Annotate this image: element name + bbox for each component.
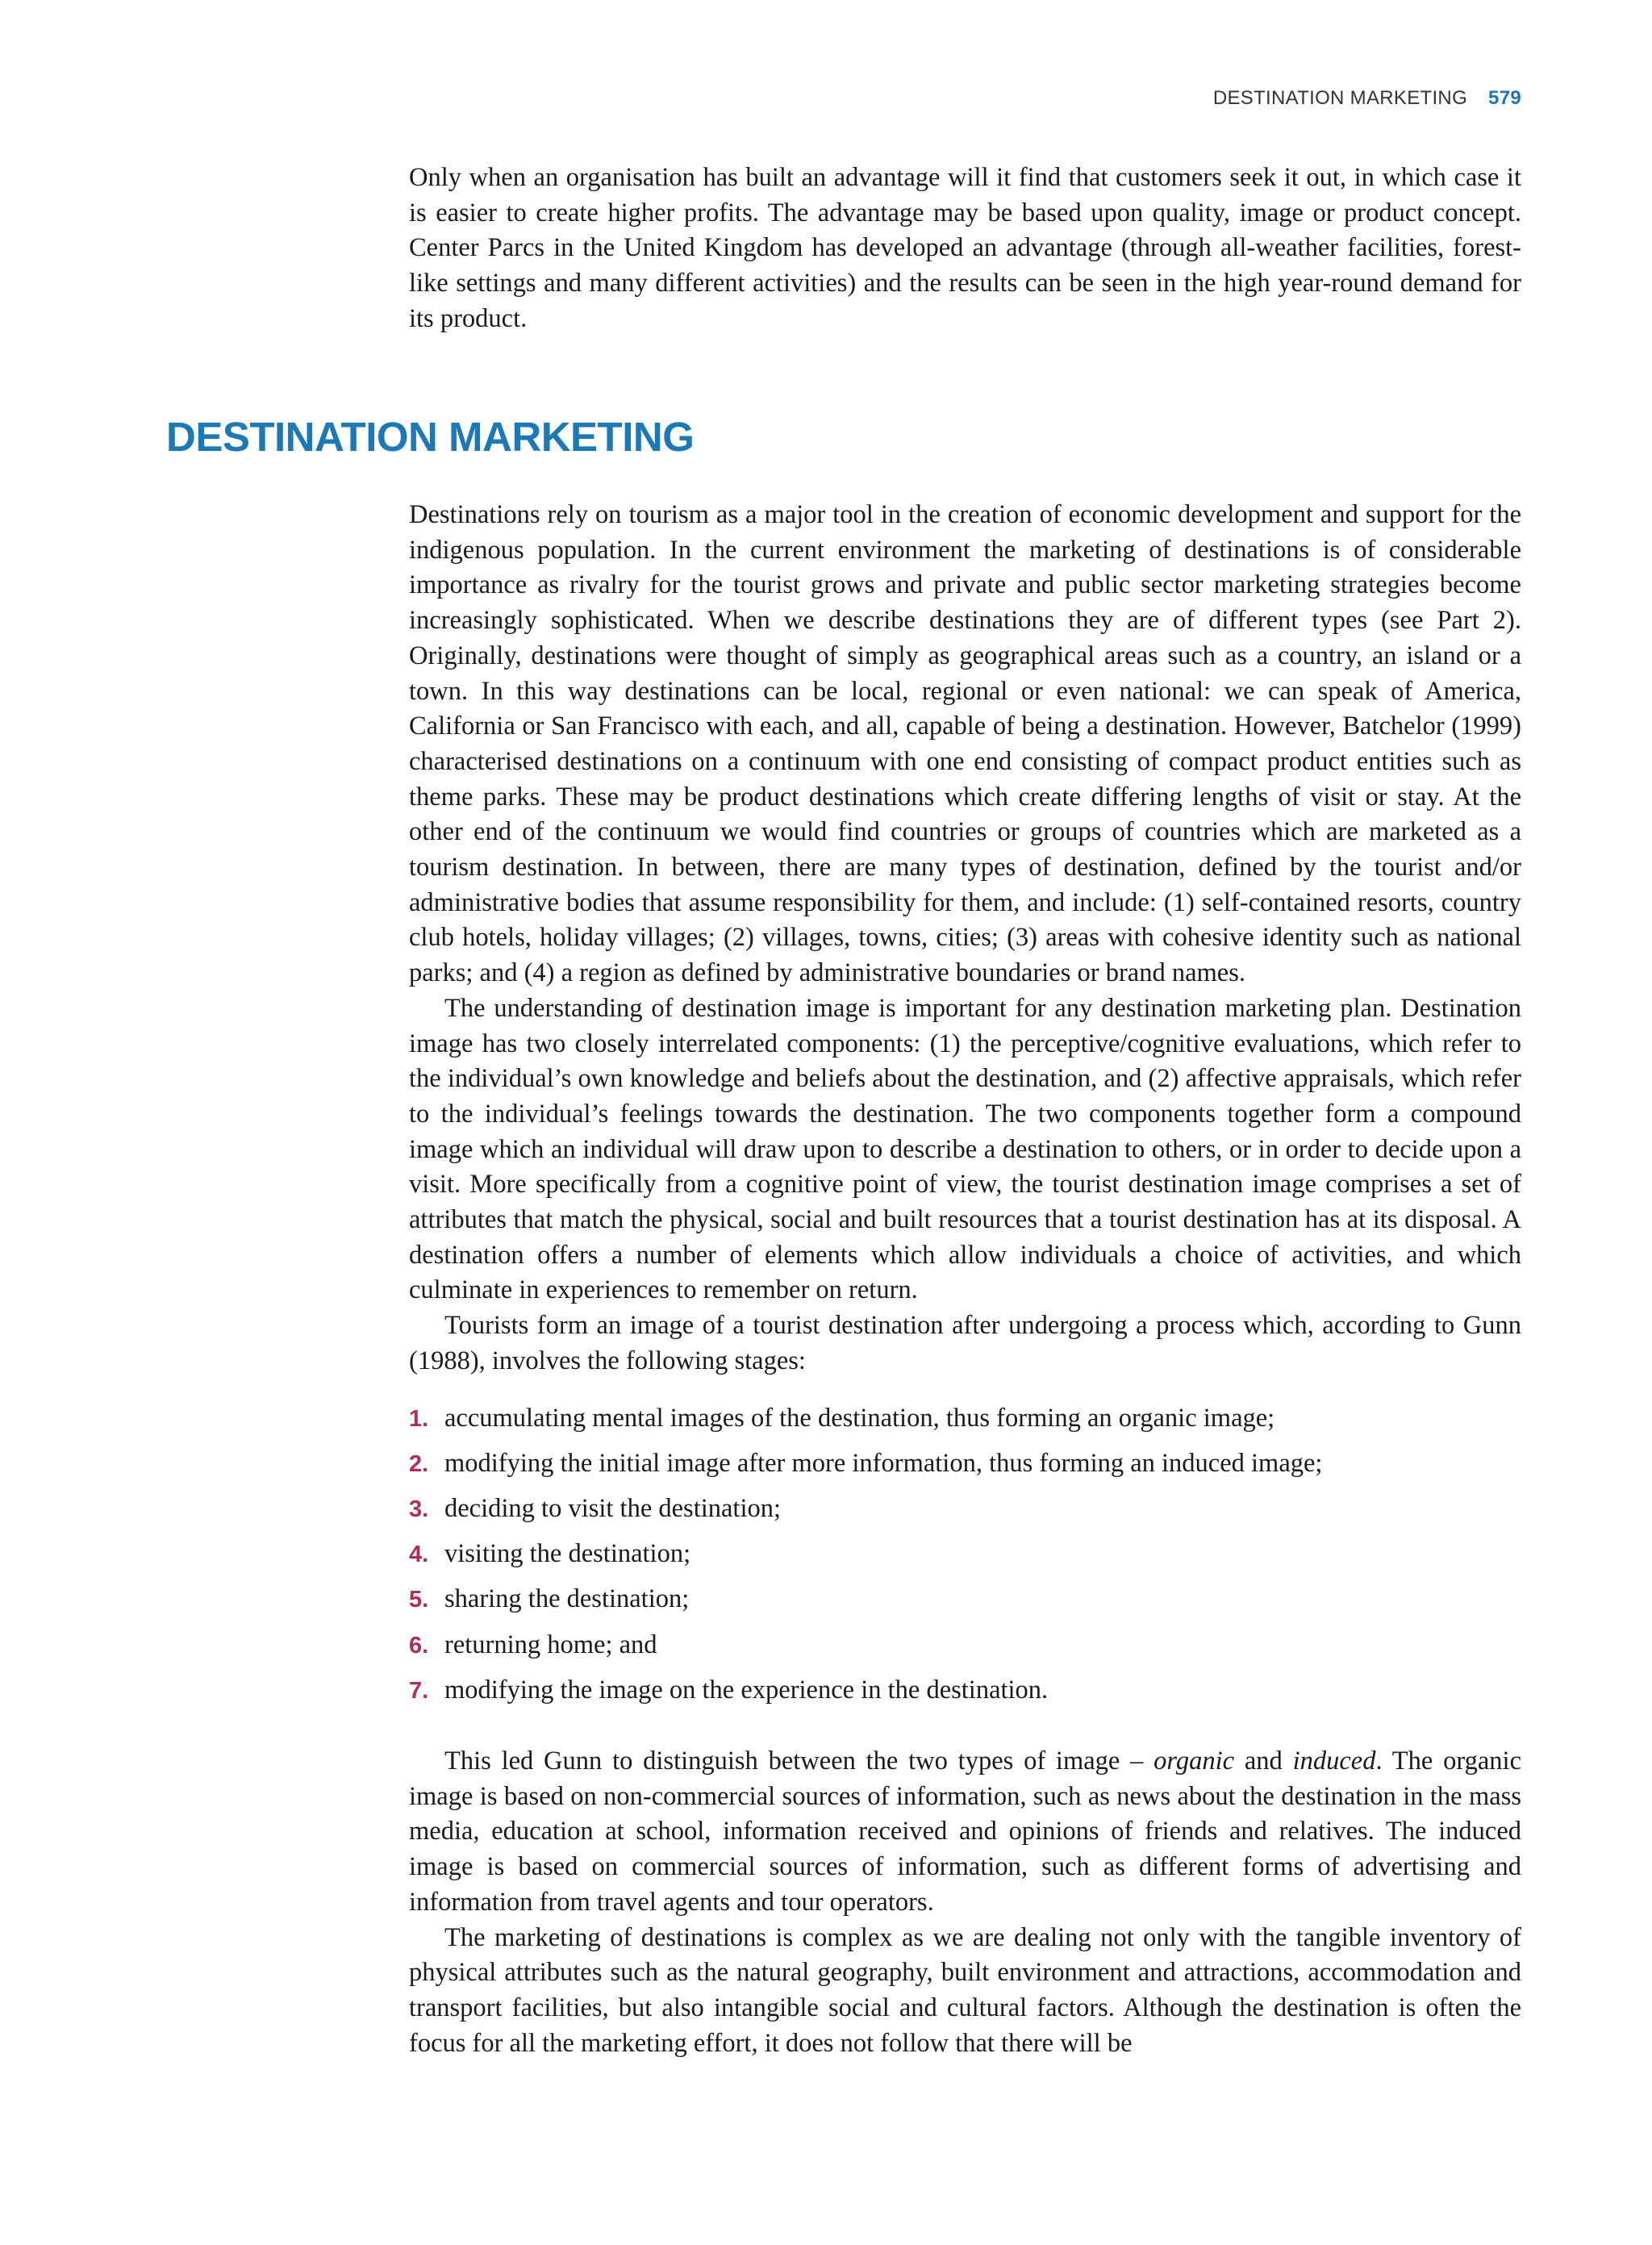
list-item [409,1487,1521,1532]
list-item [409,1532,1521,1577]
term-induced: induced [1292,1746,1376,1776]
gunn-paragraph-lead: This led Gunn to distinguish between the two types of image – [444,1746,1154,1776]
list-item [409,1577,1521,1622]
list-item [409,1396,1521,1442]
running-title: DESTINATION MARKETING [1212,87,1468,109]
body-paragraph-gunn-stages-intro: Tourists form an image of a tourist destination after undergoing a process which, according to Gunn (1988), involves the following stages: [409,1311,1521,1375]
page-number: 579 [1488,87,1521,109]
list-item-number: 3. [409,1496,429,1522]
list-item-text: returning home; and [444,1630,657,1659]
list-item-text: sharing the destination; [444,1584,690,1614]
intro-text-block [409,161,1521,337]
list-item-number: 2. [409,1450,429,1477]
list-item-text: modifying the image on the experience in the destination. [444,1675,1049,1705]
gunn-stages-list [409,1396,1521,1713]
list-item-text: visiting the destination; [444,1539,691,1569]
list-item [409,1668,1521,1713]
closing-text-block [409,1744,1521,2061]
list-item [409,1442,1521,1487]
gunn-paragraph-rest: . The organic image is based on non-commercial sources of information, such as news about the destination in the mass media, education at school, information received and opinions of friends and relatives. The induced image is based on commercial sources of information, such as different forms of advertising and information from travel agents and tour operators. [409,1746,1521,1917]
list-item-number: 5. [409,1587,429,1613]
list-item-text: deciding to visit the destination; [444,1493,782,1523]
gunn-paragraph-conjunction: and [1234,1746,1293,1776]
body-paragraph-destination-image: The understanding of destination image is important for any destination marketing plan. Destination image has two closely interrelated components: (1) the perceptive/cognitive evaluations, which refer to the individual’s own knowledge and beliefs about the destination, and (2) affective appraisals, which refer to the individual’s feelings towards the destination. The two components together form a compound image which an individual will draw upon to describe a destination to others, or in order to decide upon a visit. More specifically from a cognitive point of view, the tourist destination image comprises a set of attributes that match the physical, social and built resources that a tourist destination has at its disposal. A destination offers a number of elements which allow individuals a choice of activities, and which culminate in experiences to remember on return. [409,993,1521,1305]
list-item-text: accumulating mental images of the destination, thus forming an organic image; [444,1403,1275,1433]
section-heading: DESTINATION MARKETING [166,414,695,460]
body-paragraph-marketing-complexity: The marketing of destinations is complex as we are dealing not only with the tangible inventory of physical attributes such as the natural geography, built environment and attractions, accommodation and transport facilities, but also intangible social and cultural factors. Although the destination is often the focus for all the marketing effort, it does not follow that there will be [409,1922,1521,2058]
list-item-number: 4. [409,1542,429,1568]
intro-paragraph: Only when an organisation has built an advantage will it find that customers seek it out, in which case it is easier to create higher profits. The advantage may be based upon quality, image or product concept. Center Parcs in the United Kingdom has developed an advantage (through all-weather facilities, forest-like settings and many different activities) and the results can be seen in the high year-round demand for its product. [409,163,1521,333]
section-body [409,498,1521,1713]
body-paragraph-destinations: Destinations rely on tourism as a major tool in the creation of economic development and support for the indigenous population. In the current environment the marketing of destinations is of considerable importance as rivalry for the tourist grows and private and public sector marketing strategies become increasingly sophisticated. When we describe destinations they are of different types (see Part 2). Originally, destinations were thought of simply as geographical areas such as a country, an island or a town. In this way destinations can be local, regional or even national: we can speak of America, California or San Francisco with each, and all, capable of being a destination. However, Batchelor (1999) characterised destinations on a continuum with one end consisting of compact product entities such as theme parks. These may be product destinations which create differing lengths of visit or stay. At the other end of the continuum we would find countries or groups of countries which are marketed as a tourism destination. In between, there are many types of destination, defined by the tourist and/or administrative bodies that assume responsibility for them, and include: (1) self-contained resorts, country club hotels, holiday villages; (2) villages, towns, cities; (3) areas with cohesive identity such as national parks; and (4) a region as defined by administrative boundaries or brand names. [409,500,1521,988]
list-item [409,1623,1521,1668]
term-organic: organic [1153,1746,1235,1776]
running-head [1213,87,1521,110]
list-item-text: modifying the initial image after more information, thus forming an induced image; [444,1448,1323,1478]
list-item-number: 1. [409,1405,429,1432]
body-paragraph-organic-induced [409,1744,1521,1921]
list-item-number: 7. [409,1677,429,1704]
list-item-number: 6. [409,1632,429,1659]
